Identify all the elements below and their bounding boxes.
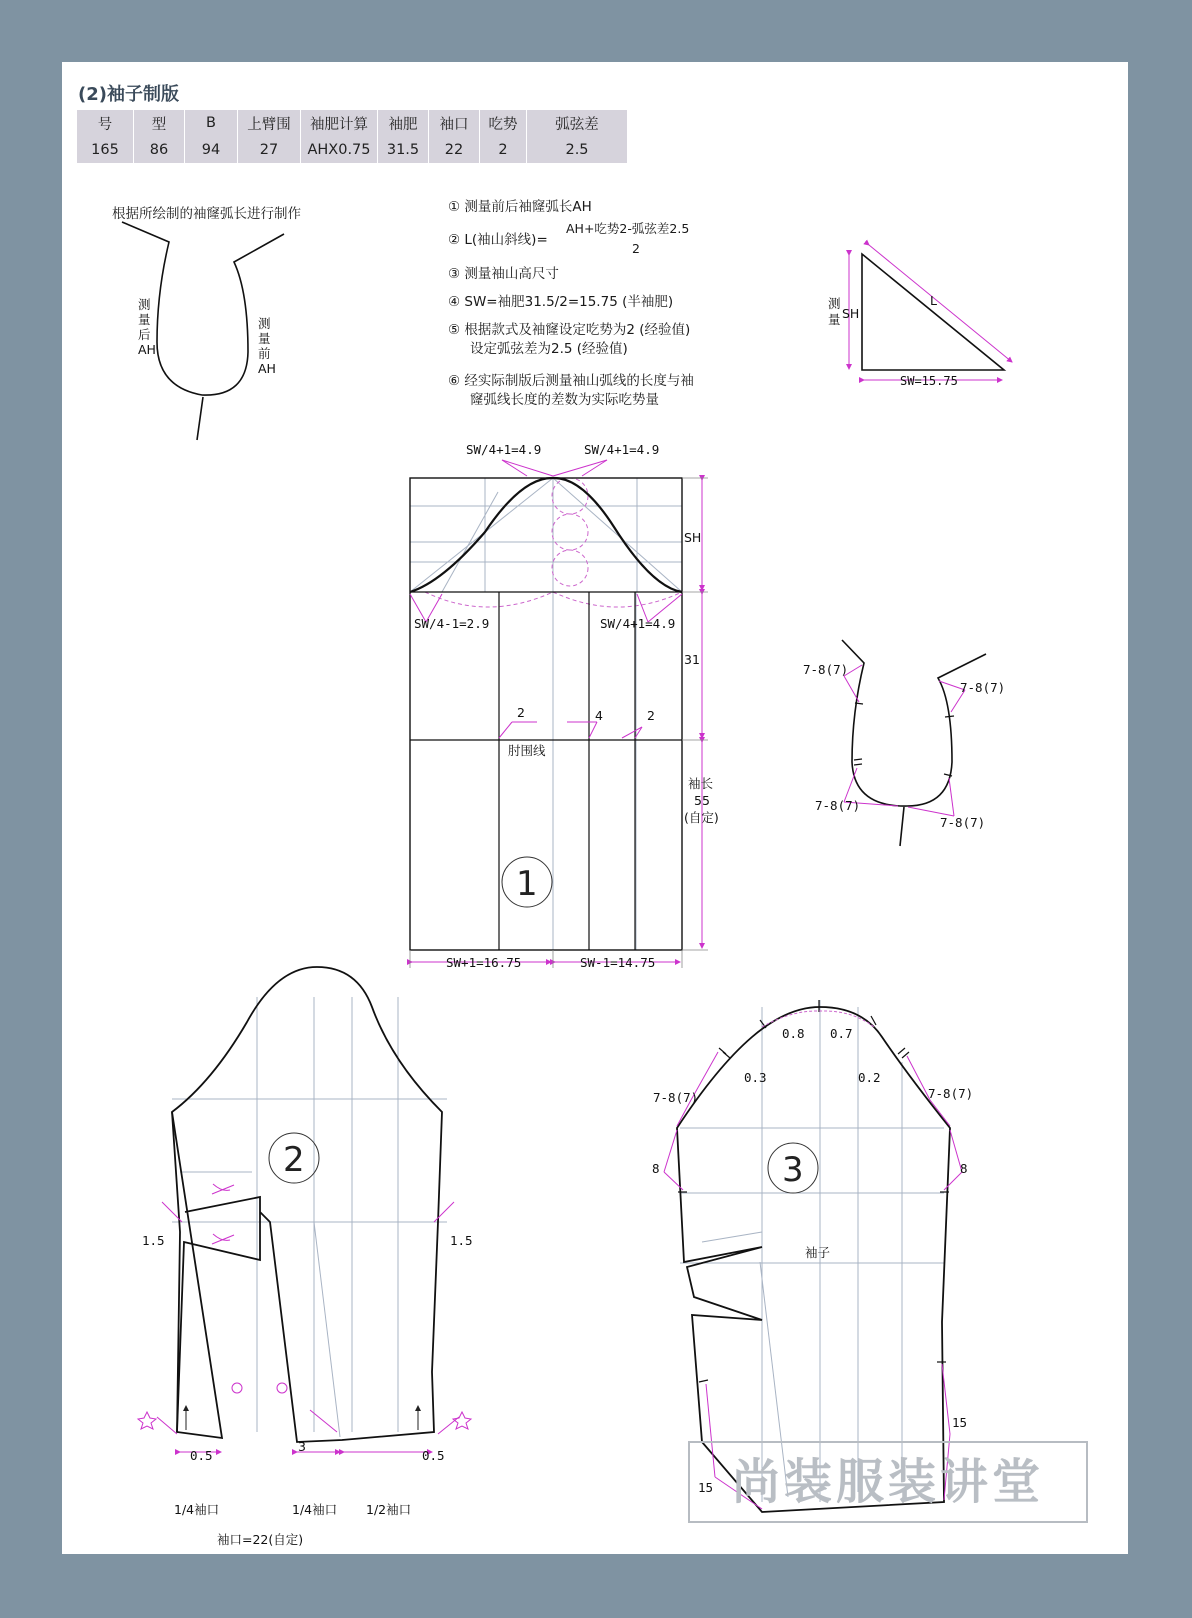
piece-3-right-8: 8 [960, 1161, 968, 1176]
draft-1 [410, 442, 719, 970]
piece-3-0-2: 0.2 [858, 1070, 881, 1085]
elbow-4-label: 4 [595, 708, 603, 723]
note-5-line1: ⑤ 根据款式及袖窿设定吃势为2 (经验值) [448, 322, 691, 338]
triangle-l: L [930, 293, 937, 308]
piece-3-0-8: 0.8 [782, 1026, 805, 1041]
note-5-line2: 设定弧弦差为2.5 (经验值) [470, 341, 628, 357]
table-header-cell: B [185, 110, 238, 136]
armhole-notch-diagram [803, 640, 1005, 846]
piece-2-number: 2 [283, 1140, 305, 1180]
svg-text:AH: AH [138, 342, 156, 357]
armhole-caption: 根据所绘制的袖窿弧长进行制作 [112, 206, 301, 222]
table-cell: 94 [185, 136, 238, 163]
table-header-cell: 弧弦差 [527, 110, 628, 136]
piece-3-left-15: 15 [698, 1480, 714, 1495]
svg-text:后: 后 [138, 327, 151, 342]
piece-2-left-1-5: 1.5 [142, 1233, 165, 1248]
piece-2-three: 3 [298, 1439, 306, 1454]
draft-1-number: 1 [516, 864, 538, 904]
draft-bottom-right-label: SW-1=14.75 [580, 955, 656, 970]
piece-2-cuff-quarter-2: 1/4袖口 [292, 1502, 338, 1517]
armhole-front-label [258, 316, 276, 376]
piece-3-tr: 7-8(7) [928, 1086, 974, 1101]
sleeve-length-label-1: 袖长 [688, 776, 714, 791]
watermark: 尚装服装讲堂 [688, 1441, 1088, 1523]
armhole-notch-tr: 7-8(7) [960, 680, 1006, 695]
table-header-cell: 上臂围 [238, 110, 301, 136]
note-2-denominator: 2 [632, 241, 640, 256]
table-cell: 165 [91, 141, 119, 158]
piece-2-right-0-5: 0.5 [422, 1448, 445, 1463]
triangle-measure-1: 测 [828, 296, 841, 311]
table-cell: 27 [238, 136, 301, 163]
table-header-cell: 袖口 [429, 110, 480, 136]
note-6-line2: 窿弧线长度的差数为实际吃势量 [470, 392, 659, 408]
draft-bottom-left-label: SW+1=16.75 [446, 955, 522, 970]
note-4: ④ SW=袖肥31.5/2=15.75 (半袖肥) [448, 294, 674, 310]
table-cell: 2 [480, 136, 527, 163]
piece-3-right-15: 15 [952, 1415, 968, 1430]
draft-31-label: 31 [684, 652, 700, 667]
table-header-cell: 吃势 [480, 110, 527, 136]
pattern-sheet [62, 62, 1128, 1554]
draft-sh-label: SH [684, 530, 702, 545]
note-2-prefix: ② L(袖山斜线)= [448, 232, 548, 248]
table-header-cell: 袖肥 [378, 110, 429, 136]
piece-2-cuff-quarter-1: 1/4袖口 [174, 1502, 220, 1517]
elbow-2b-label: 2 [647, 708, 655, 723]
note-2-numerator: AH+吃势2-弧弦差2.5 [566, 221, 690, 236]
triangle-sw: SW=15.75 [900, 374, 958, 388]
svg-text:测: 测 [258, 316, 271, 331]
triangle-measure-2: 量 [828, 312, 841, 327]
piece-2-cuff-total: 袖口=22(自定) [217, 1532, 304, 1547]
svg-text:测: 测 [138, 297, 151, 312]
sleeve-length-label-2: 55 [694, 793, 710, 808]
piece-2-cuff-half: 1/2袖口 [366, 1502, 412, 1517]
armhole-back-label [138, 297, 156, 357]
table-header-cell: 袖肥计算 [301, 110, 378, 136]
draft-mid-left-label: SW/4-1=2.9 [414, 616, 490, 631]
draft-top-left-label: SW/4+1=4.9 [466, 442, 542, 457]
note-3: ③ 测量袖山高尺寸 [448, 266, 559, 282]
page-title: (2)袖子制版 [78, 84, 179, 105]
triangle-diagram [828, 245, 1012, 388]
triangle-sh: SH [842, 306, 860, 321]
table-cell: 31.5 [378, 136, 429, 163]
pattern-drawing [62, 62, 1128, 1554]
svg-text:AH: AH [258, 361, 276, 376]
table-header-cell: 型 [134, 110, 185, 136]
piece-3-number: 3 [782, 1150, 804, 1190]
armhole-notch-br: 7-8(7) [940, 815, 986, 830]
piece-3-name: 袖子 [805, 1245, 831, 1260]
elbow-2a-label: 2 [517, 705, 525, 720]
table-cell: 2.5 [527, 136, 628, 163]
piece-2-left-0-5: 0.5 [190, 1448, 213, 1463]
table-header-cell: 号 [97, 116, 113, 133]
pattern-piece-2 [138, 967, 473, 1547]
table-cell: AHX0.75 [301, 136, 378, 163]
piece-2-right-1-5: 1.5 [450, 1233, 473, 1248]
svg-text:量: 量 [258, 331, 271, 346]
armhole-notch-tl: 7-8(7) [803, 662, 849, 677]
svg-text:前: 前 [258, 346, 271, 361]
piece-3-tl: 7-8(7) [653, 1090, 699, 1105]
pattern-piece-3 [652, 1000, 973, 1512]
draft-top-right-label: SW/4+1=4.9 [584, 442, 660, 457]
piece-3-0-3: 0.3 [744, 1070, 767, 1085]
piece-3-left-8: 8 [652, 1161, 660, 1176]
svg-text:量: 量 [138, 312, 151, 327]
draft-mid-right-label: SW/4+1=4.9 [600, 616, 676, 631]
armhole-notch-bl: 7-8(7) [815, 798, 861, 813]
note-1: ① 测量前后袖窿弧长AH [448, 199, 592, 215]
note-6-line1: ⑥ 经实际制版后测量袖山弧线的长度与袖 [448, 373, 694, 389]
sleeve-length-label-3: (自定) [684, 810, 719, 825]
table-cell: 22 [429, 136, 480, 163]
piece-3-0-7: 0.7 [830, 1026, 853, 1041]
elbow-line-label: 肘围线 [508, 743, 546, 758]
table-cell: 86 [134, 136, 185, 163]
